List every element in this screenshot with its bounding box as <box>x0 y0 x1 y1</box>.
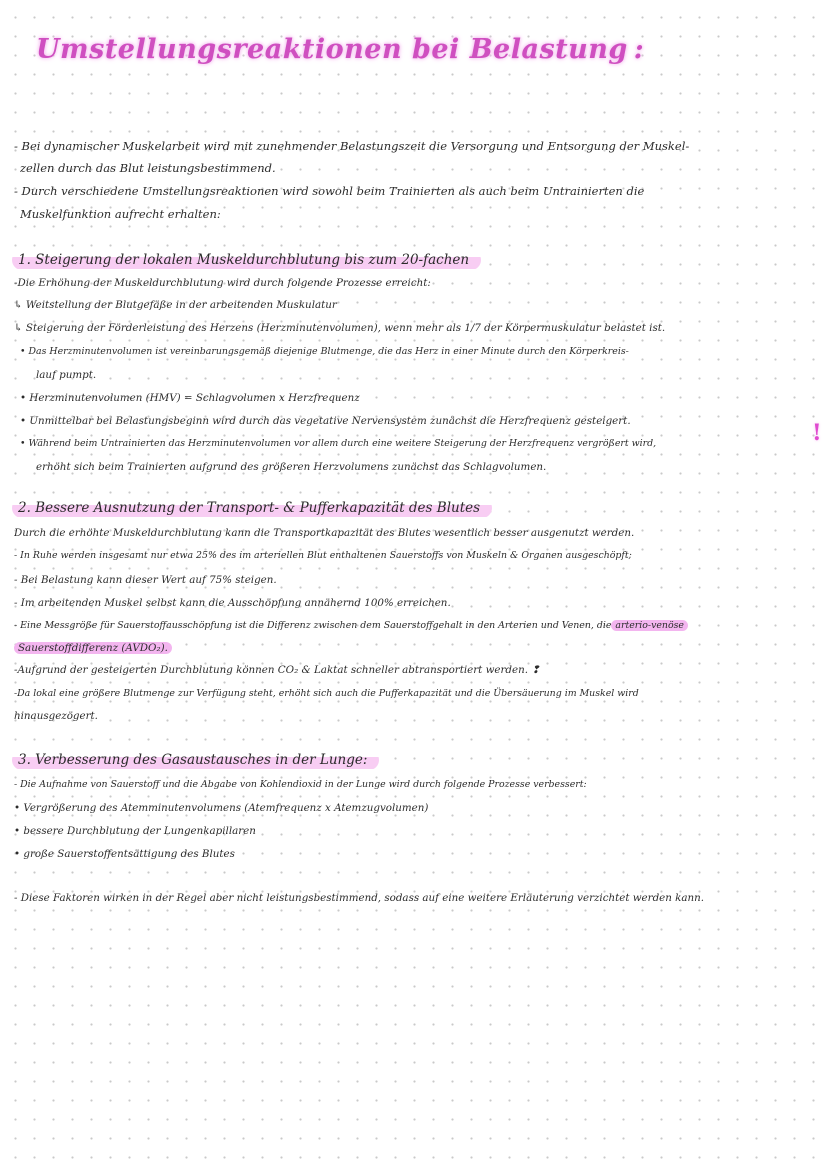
section-1-line: • Das Herzminutenvolumen ist vereinbarungsgemäß diejenige Blutmenge, die das Herz in einer Minute durch den Körperkreis- <box>20 346 629 357</box>
section-3-line: • große Sauerstoffentsättigung des Blutes <box>14 848 235 860</box>
section-2-heading: 2. Bessere Ausnutzung der Transport- & Pufferkapazität des Blutes <box>12 498 492 518</box>
section-1-line: • Unmittelbar bei Belastungsbeginn wird durch das vegetative Nervensystem zunächst die Herzfrequenz gesteigert. <box>20 415 631 427</box>
section-2-line: Durch die erhöhte Muskeldurchblutung kann die Transportkapazität des Blutes wesentlich besser ausgenutzt werden. <box>14 527 635 539</box>
section-2-line: hinausgezögert. <box>14 710 98 722</box>
section-2-line: - In Ruhe werden insgesamt nur etwa 25% des im arteriellen Blut enthaltenen Sauerstoffs von Muskeln & Organen ausgeschöpft; <box>14 550 632 561</box>
section-3-line: - Die Aufnahme von Sauerstoff und die Abgabe von Kohlendioxid in der Lunge wird durch folgende Prozesse verbessert: <box>14 779 587 790</box>
avdo-highlight: Sauerstoffdifferenz (AVDO₂). <box>14 642 172 654</box>
section-1-line: erhöht sich beim Trainierten aufgrund des größeren Herzvolumens zunächst das Schlagvolumen. <box>36 461 547 473</box>
section-2-avdo-line-2 <box>14 640 818 656</box>
avdo-highlight: arterio-venöse <box>611 620 688 631</box>
intro-line-4: Muskelfunktion aufrecht erhalten: <box>20 207 221 221</box>
section-2-line: - Bei Belastung kann dieser Wert auf 75% steigen. <box>14 574 277 586</box>
section-1-line: lauf pumpt. <box>36 369 97 381</box>
page-title: Umstellungsreaktionen bei Belastung : <box>36 34 645 65</box>
section-1-heading: 1. Steigerung der lokalen Muskeldurchblutung bis zum 20-fachen <box>12 250 481 270</box>
intro-line-2: zellen durch das Blut leistungsbestimmend. <box>20 161 276 175</box>
section-1-line: • Herzminutenvolumen (HMV) = Schlagvolumen x Herzfrequenz <box>20 392 360 404</box>
section-1-line: • Während beim Untrainierten das Herzminutenvolumen vor allem durch eine weitere Steigerung der Herzfrequenz vergrößert wird, <box>20 438 657 449</box>
section-2-line: -Aufgrund der gesteigerten Durchblutung können CO₂ & Laktat schneller abtransportiert werden. ❢ <box>14 664 540 676</box>
section-2-line: -Da lokal eine größere Blutmenge zur Verfügung steht, erhöht sich auch die Pufferkapazität und die Übersäuerung im Muskel wird <box>14 688 639 699</box>
section-3-line: • bessere Durchblutung der Lungenkapillaren <box>14 825 256 837</box>
section-3-heading: 3. Verbesserung des Gasaustausches in der Lunge: <box>12 750 379 770</box>
section-2-avdo-line: - Eine Messgröße für Sauerstoffausschöpfung ist die Differenz zwischen dem Sauerstoffgehalt in den Arterien und Venen, die arterio-venöse <box>14 618 818 634</box>
section-1-line: ↳ Weitstellung der Blutgefäße in der arbeitenden Muskulatur <box>14 299 337 311</box>
section-3-line: • Vergrößerung des Atemminutenvolumens (Atemfrequenz x Atemzugvolumen) <box>14 802 429 814</box>
intro-line-3: - Durch verschiedene Umstellungsreaktionen wird sowohl beim Trainierten als auch beim Untrainierten die <box>14 184 645 198</box>
section-2-line: - Im arbeitenden Muskel selbst kann die Ausschöpfung annähernd 100% erreichen. <box>14 597 451 609</box>
section-1-line: ↳ Steigerung der Förderleistung des Herzens (Herzminutenvolumen), wenn mehr als 1/7 der Körpermuskulatur belastet ist. <box>14 322 666 334</box>
exclamation-mark: ! <box>812 420 822 446</box>
closing-line: - Diese Faktoren wirken in der Regel aber nicht leistungsbestimmend, sodass auf eine weitere Erläuterung verzichtet werden kann. <box>14 892 705 904</box>
section-1-line: -Die Erhöhung der Muskeldurchblutung wird durch folgende Prozesse erreicht: <box>14 277 431 289</box>
intro-line-1: - Bei dynamischer Muskelarbeit wird mit zunehmender Belastungszeit die Versorgung und Entsorgung der Muskel- <box>14 139 690 153</box>
